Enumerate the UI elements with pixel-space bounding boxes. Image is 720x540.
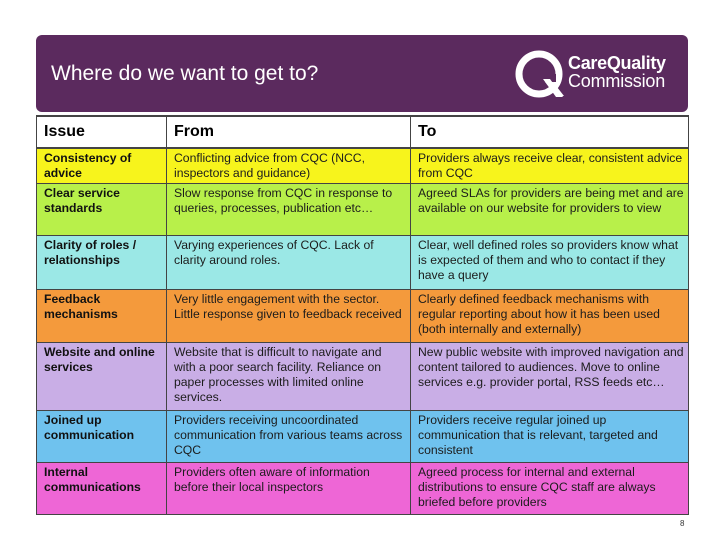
to-cell: Providers always receive clear, consistent advice from CQC [411, 148, 689, 183]
to-cell: Clearly defined feedback mechanisms with regular reporting about how it has been used (both internally and externally) [411, 289, 689, 342]
issue-cell: Consistency of advice [37, 148, 167, 183]
slide-title: Where do we want to get to? [51, 62, 319, 85]
to-cell: Agreed process for internal and external distributions to ensure CQC staff are always briefed before providers [411, 462, 689, 514]
slide-header [36, 35, 688, 112]
issue-cell: Joined up communication [37, 410, 167, 462]
logo-line-1: CareQuality [568, 53, 666, 73]
column-header-from: From [167, 116, 411, 148]
to-cell: Clear, well defined roles so providers know what is expected of them and who to contact if they have a query [411, 235, 689, 289]
logo-wordmark [568, 54, 666, 90]
page-number: 8 [680, 519, 685, 528]
from-cell: Providers often aware of information before their local inspectors [167, 462, 411, 514]
issue-cell: Internal communications [37, 462, 167, 514]
table-row [37, 148, 689, 183]
logo-line-2: Commission [568, 71, 666, 91]
table-header-row [37, 116, 689, 148]
issue-cell: Feedback mechanisms [37, 289, 167, 342]
table-row [37, 462, 689, 514]
table-row [37, 410, 689, 462]
table-row [37, 289, 689, 342]
from-cell: Conflicting advice from CQC (NCC, inspectors and guidance) [167, 148, 411, 183]
issue-cell: Clarity of roles / relationships [37, 235, 167, 289]
issues-table [36, 115, 689, 515]
column-header-to: To [411, 116, 689, 148]
from-cell: Varying experiences of CQC. Lack of clarity around roles. [167, 235, 411, 289]
issue-cell: Website and online services [37, 342, 167, 410]
table-row [37, 342, 689, 410]
column-header-issue: Issue [37, 116, 167, 148]
from-cell: Very little engagement with the sector. Little response given to feedback received [167, 289, 411, 342]
from-cell: Website that is difficult to navigate and with a poor search facility. Reliance on paper processes with limited online services. [167, 342, 411, 410]
to-cell: Agreed SLAs for providers are being met and are available on our website for providers to view [411, 183, 689, 235]
to-cell: Providers receive regular joined up communication that is relevant, targeted and consistent [411, 410, 689, 462]
from-cell: Slow response from CQC in response to queries, processes, publication etc… [167, 183, 411, 235]
issue-cell: Clear service standards [37, 183, 167, 235]
cqc-q-mark-icon [512, 48, 568, 102]
table-row [37, 235, 689, 289]
cqc-logo [512, 48, 682, 102]
from-cell: Providers receiving uncoordinated communication from various teams across CQC [167, 410, 411, 462]
table-row [37, 183, 689, 235]
to-cell: New public website with improved navigation and content tailored to audiences. Move to online services e.g. provider portal, RSS feeds etc… [411, 342, 689, 410]
